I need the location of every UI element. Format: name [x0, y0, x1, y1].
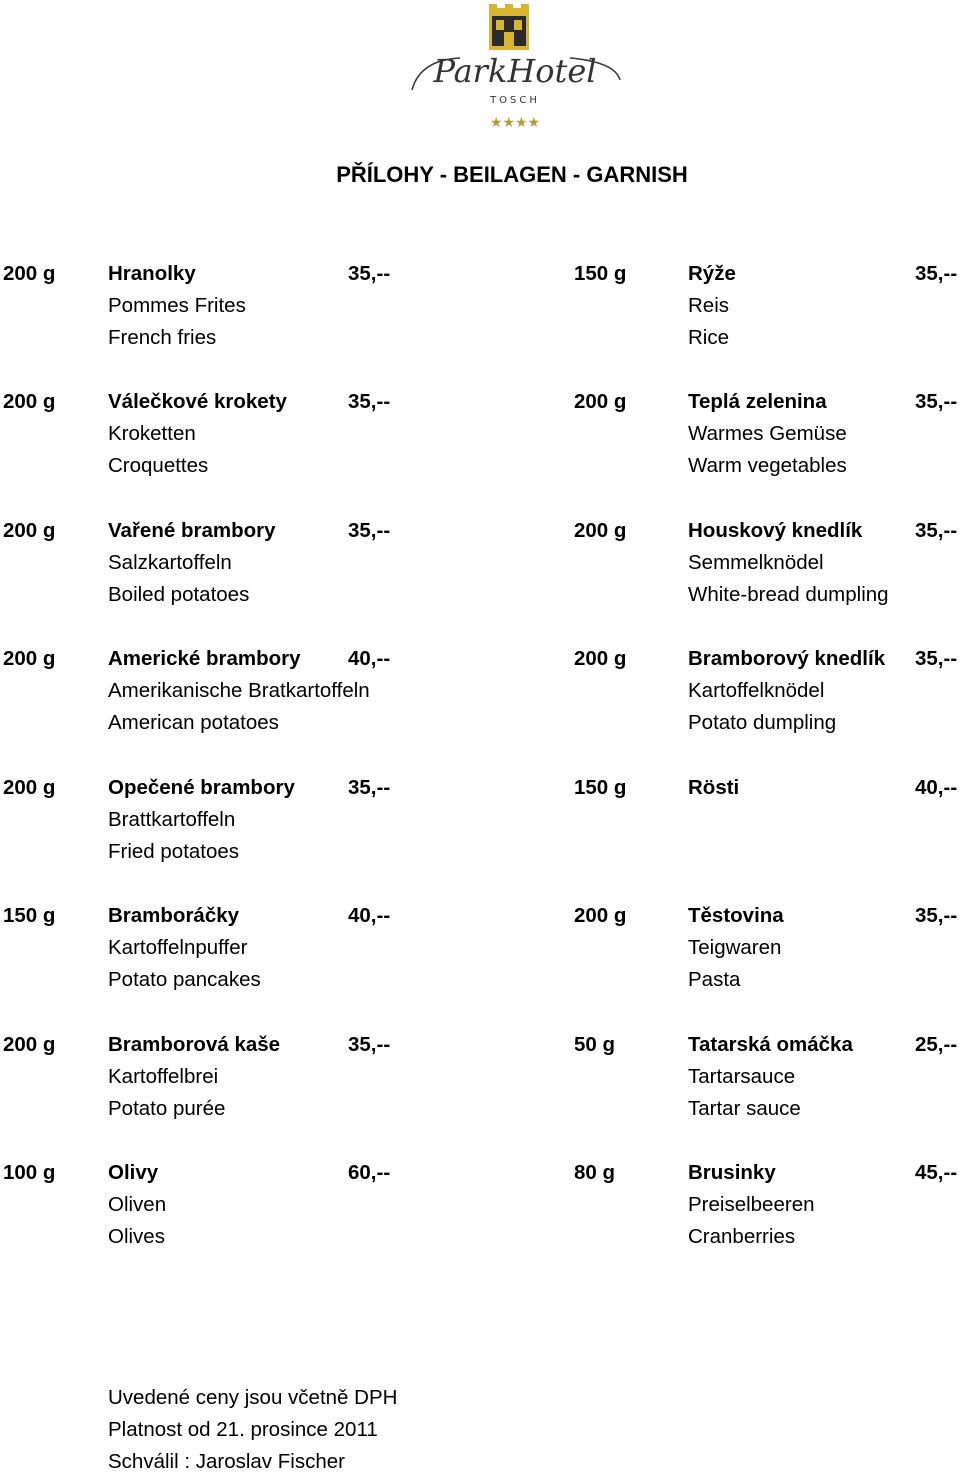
item-name-en: American potatoes [108, 711, 279, 734]
footer-notes [108, 1382, 397, 1478]
item-name-en: Warm vegetables [688, 454, 847, 477]
item-price: 60,-- [348, 1161, 391, 1184]
item-name-en: Boiled potatoes [108, 583, 250, 606]
item-name-en: Olives [108, 1225, 165, 1248]
item-price: 35,-- [915, 904, 958, 927]
item-name-cz: Těstovina [688, 904, 784, 927]
item-weight: 200 g [3, 776, 56, 799]
item-price: 35,-- [348, 1033, 391, 1056]
item-weight: 200 g [3, 1033, 56, 1056]
item-weight: 150 g [3, 904, 56, 927]
item-name-de: Kartoffelbrei [108, 1065, 219, 1088]
item-name-de: Kartoffelknödel [688, 679, 825, 702]
item-name-cz: Bramborový knedlík [688, 647, 886, 670]
item-name-en: Potato pancakes [108, 968, 261, 991]
item-name-cz: Rösti [688, 776, 740, 799]
item-name-cz: Brusinky [688, 1161, 776, 1184]
item-name-de: Tartarsauce [688, 1065, 796, 1088]
item-name-de: Kroketten [108, 422, 196, 445]
svg-text:ParkHotel: ParkHotel [433, 52, 597, 90]
item-name-de: Semmelknödel [688, 551, 824, 574]
item-name-cz: Teplá zelenina [688, 390, 827, 413]
item-weight: 200 g [3, 390, 56, 413]
item-name-cz: Houskový knedlík [688, 519, 863, 542]
item-weight: 50 g [574, 1033, 616, 1056]
item-name-de: Preiselbeeren [688, 1193, 815, 1216]
item-name-cz: Olivy [108, 1161, 159, 1184]
page-title: PŘÍLOHY - BEILAGEN - GARNISH [336, 162, 688, 187]
item-name-en: White-bread dumpling [688, 583, 889, 606]
item-name-cz: Bramborová kaše [108, 1033, 281, 1056]
logo-subtext: TOSCH [490, 95, 540, 106]
item-price: 35,-- [348, 390, 391, 413]
item-name-cz: Vařené brambory [108, 519, 276, 542]
item-price: 35,-- [915, 647, 958, 670]
item-price: 35,-- [348, 519, 391, 542]
item-name-cz: Tatarská omáčka [688, 1033, 853, 1056]
item-name-en: Tartar sauce [688, 1097, 801, 1120]
item-weight: 200 g [3, 647, 56, 670]
item-name-cz: Hranolky [108, 262, 196, 285]
item-name-en: Pasta [688, 968, 741, 991]
item-weight: 80 g [574, 1161, 616, 1184]
item-weight: 200 g [574, 647, 627, 670]
item-name-de: Brattkartoffeln [108, 808, 236, 831]
item-name-de: Kartoffelnpuffer [108, 936, 248, 959]
item-weight: 150 g [574, 776, 627, 799]
item-price: 35,-- [915, 390, 958, 413]
item-weight: 200 g [3, 519, 56, 542]
item-weight: 200 g [574, 519, 627, 542]
item-name-de: Pommes Frites [108, 294, 246, 317]
item-name-en: Cranberries [688, 1225, 796, 1248]
item-price: 35,-- [915, 519, 958, 542]
item-name-de: Reis [688, 294, 730, 317]
item-price: 35,-- [348, 776, 391, 799]
item-price: 25,-- [915, 1033, 958, 1056]
item-price: 45,-- [915, 1161, 958, 1184]
hotel-logo [400, 0, 630, 135]
item-weight: 150 g [574, 262, 627, 285]
item-name-cz: Opečené brambory [108, 776, 295, 799]
item-name-cz: Americké brambory [108, 647, 301, 670]
item-price: 40,-- [915, 776, 958, 799]
item-weight: 200 g [574, 904, 627, 927]
item-name-en: Potato purée [108, 1097, 226, 1120]
item-name-de: Oliven [108, 1193, 167, 1216]
item-name-cz: Bramboráčky [108, 904, 240, 927]
item-price: 35,-- [348, 262, 391, 285]
castle-crest-icon [489, 4, 529, 50]
item-name-cz: Válečkové krokety [108, 390, 287, 413]
item-price: 40,-- [348, 647, 391, 670]
item-name-en: Croquettes [108, 454, 209, 477]
item-name-en: Potato dumpling [688, 711, 837, 734]
item-weight: 200 g [3, 262, 56, 285]
footer-approved-by: Schválil : Jaroslav Fischer [108, 1450, 345, 1473]
item-name-de: Teigwaren [688, 936, 782, 959]
footer-validity: Platnost od 21. prosince 2011 [108, 1418, 378, 1441]
item-name-en: Rice [688, 326, 730, 349]
item-name-en: French fries [108, 326, 217, 349]
logo-stars: ★★★★ [489, 115, 541, 131]
item-name-de: Salzkartoffeln [108, 551, 232, 574]
item-name-de: Amerikanische Bratkartoffeln [108, 679, 370, 702]
item-price: 35,-- [915, 262, 958, 285]
item-name-en: Fried potatoes [108, 840, 240, 863]
footer-vat-note: Uvedené ceny jsou včetně DPH [108, 1386, 398, 1409]
item-weight: 100 g [3, 1161, 56, 1184]
item-name-de: Warmes Gemüse [688, 422, 847, 445]
item-weight: 200 g [574, 390, 627, 413]
item-name-cz: Rýže [688, 262, 736, 285]
item-price: 40,-- [348, 904, 391, 927]
